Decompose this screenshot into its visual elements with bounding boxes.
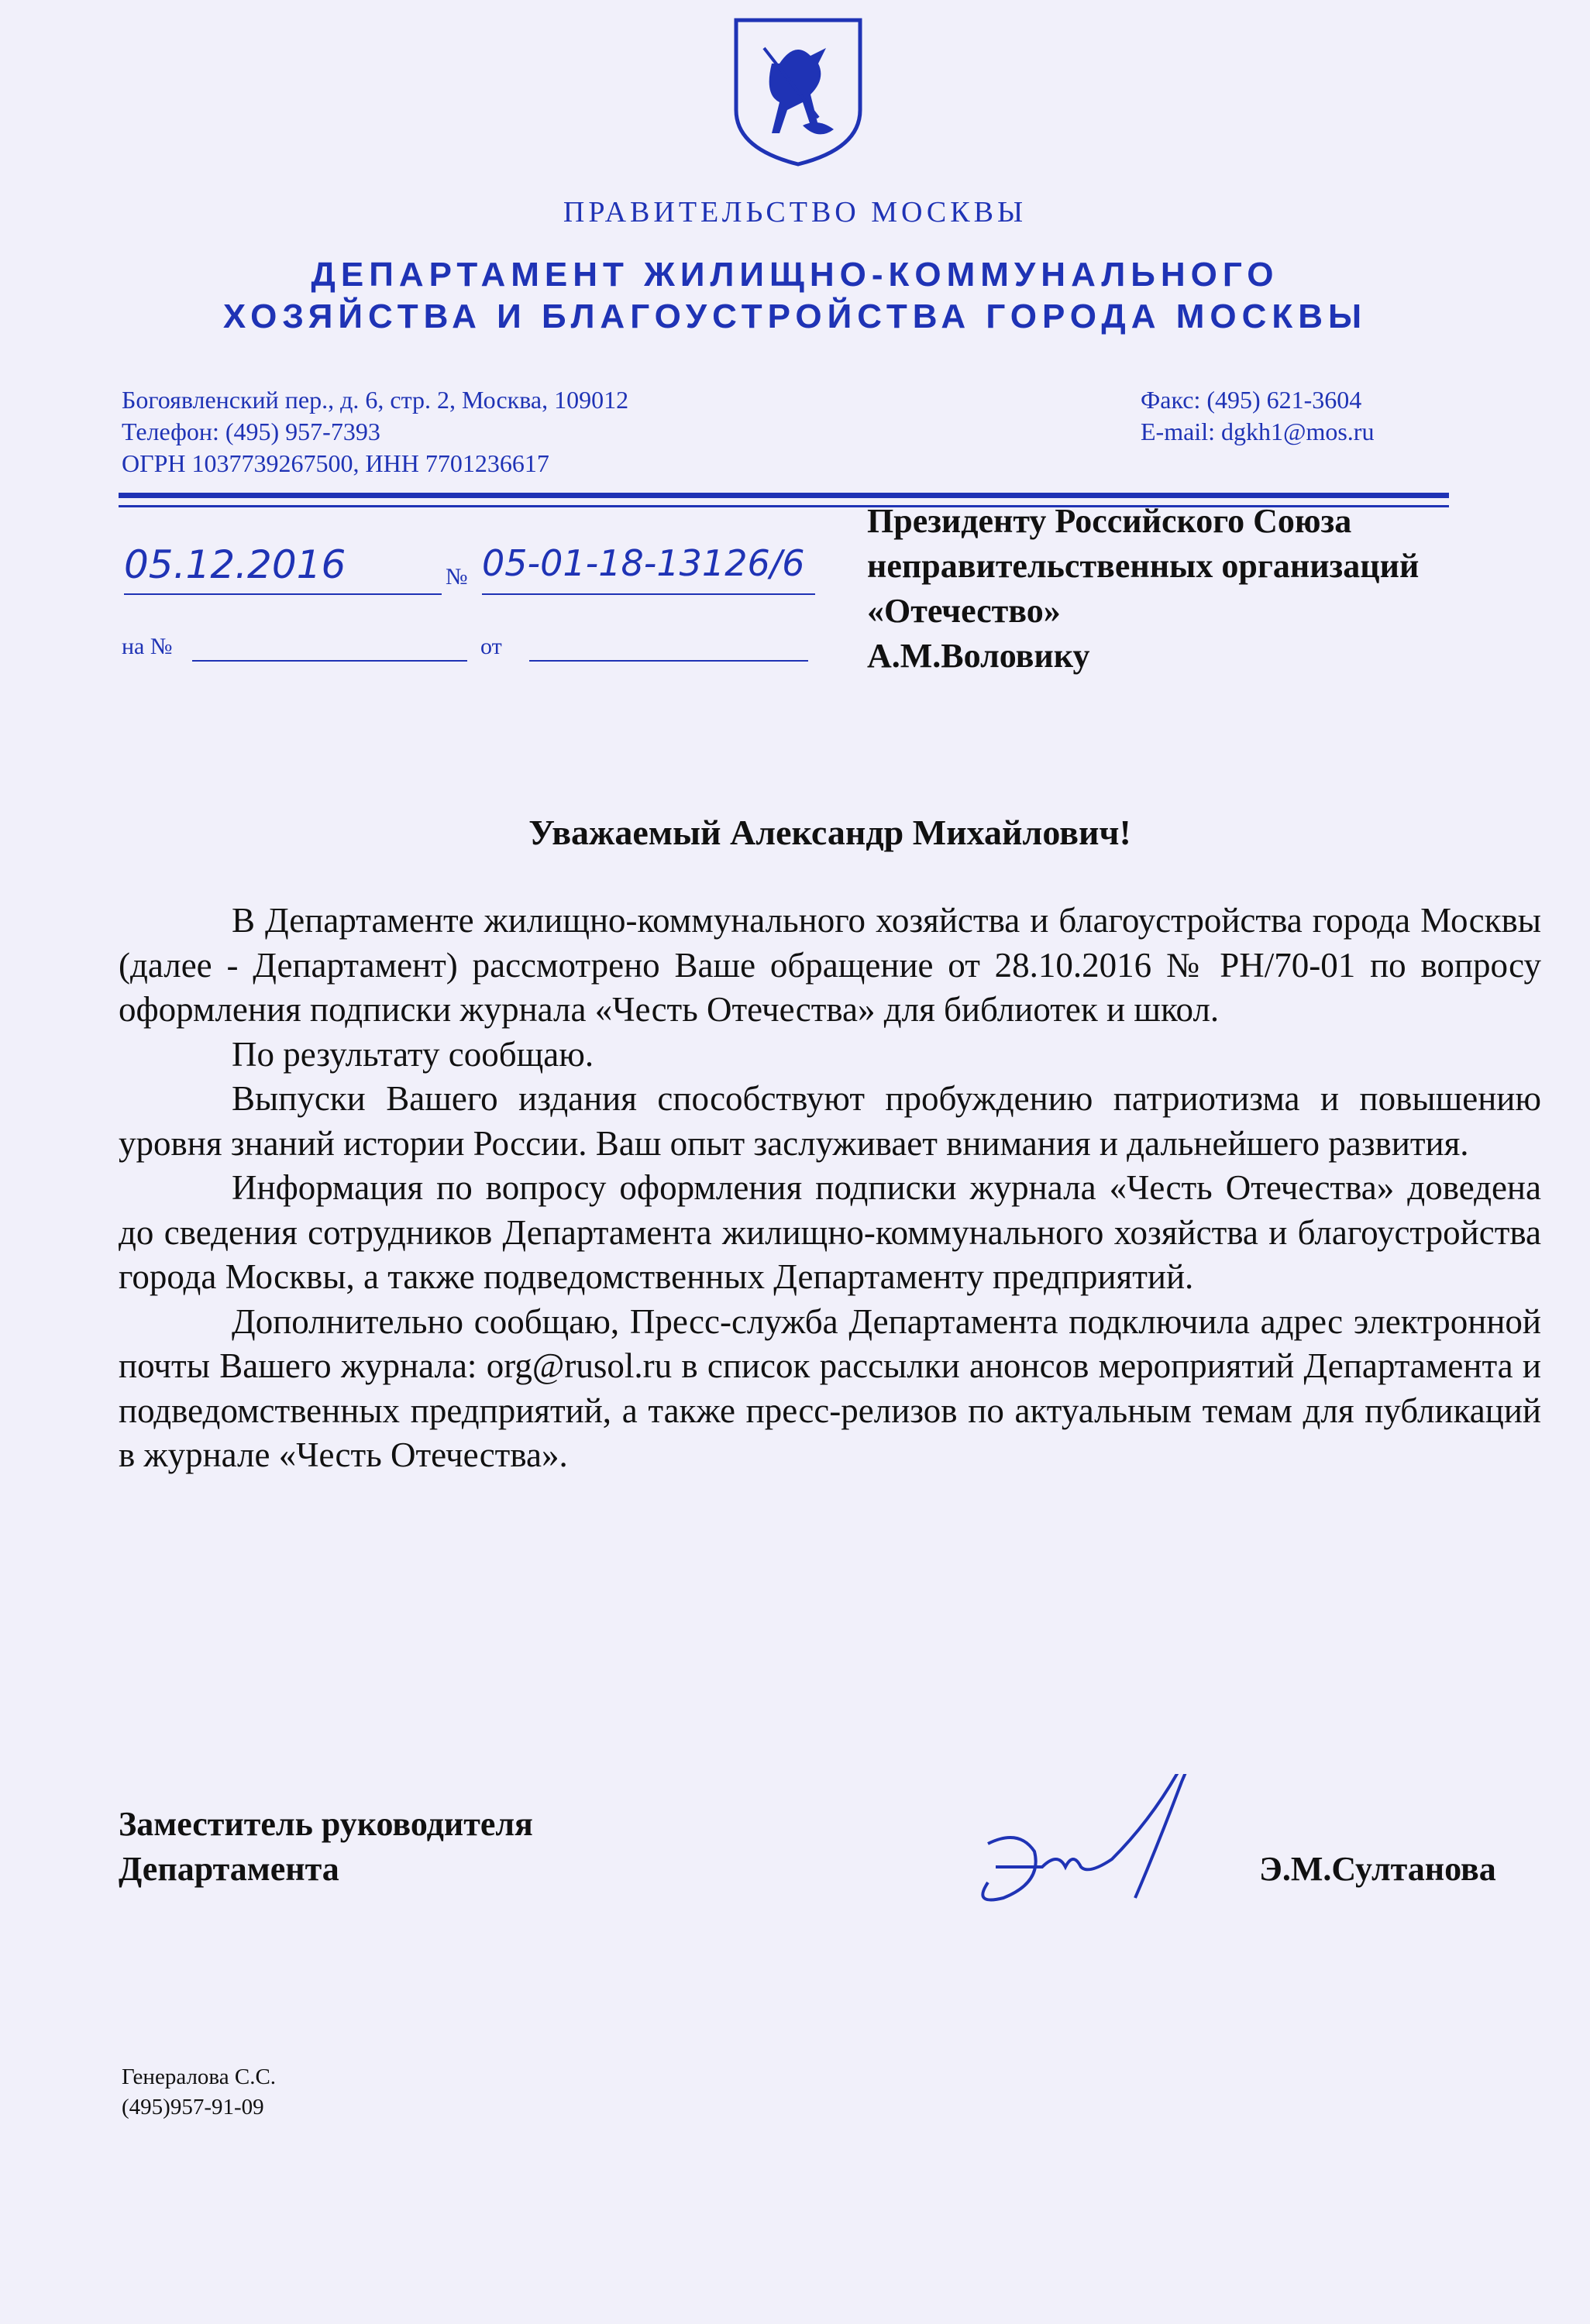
- recipient-block: [867, 499, 1419, 679]
- position-line: Заместитель руководителя: [119, 1805, 533, 1843]
- date-field: [124, 542, 442, 595]
- recipient-line: А.М.Воловику: [867, 637, 1090, 675]
- paragraph: Информация по вопросу оформления подписки журнала «Честь Отечества» доведена до сведения сотрудников Департамента жилищно-коммунального хозяйства и благоустройства города Москвы, а также подведомственных Департаменту предприятий.: [119, 1168, 1541, 1296]
- paragraph: Выпуски Вашего издания способствуют пробуждению патриотизма и повышению уровня знаний истории России. Ваш опыт заслуживает внимания и дальнейшего развития.: [119, 1079, 1541, 1163]
- recipient-line: Президенту Российского Союза: [867, 502, 1352, 540]
- recipient-line: неправительственных организаций: [867, 547, 1420, 585]
- department-title-line1: ДЕПАРТАМЕНТ ЖИЛИЩНО-КОММУНАЛЬНОГО: [311, 256, 1279, 294]
- from-label: от: [480, 634, 502, 659]
- ogrn-inn: ОГРН 1037739267500, ИНН 7701236617: [122, 449, 549, 477]
- contact-block-left: [122, 384, 628, 480]
- fax: Факс: (495) 621-3604: [1141, 386, 1362, 414]
- address: Богоявленский пер., д. 6, стр. 2, Москва, 109012: [122, 386, 629, 414]
- number-field: [482, 542, 815, 595]
- from-field: [529, 634, 808, 662]
- reply-to-field: [192, 634, 467, 662]
- registration-date: 05.12.2016: [124, 542, 346, 587]
- signatory-position: [119, 1802, 533, 1892]
- paragraph: Дополнительно сообщаю, Пресс-служба Департамента подключила адрес электронной почты Вашего журнала: org@rusol.ru в список рассылки анонсов мероприятий Департамента и подведомственных предприятий, а также пресс-релизов по актуальным темам для публикаций в журнале «Честь Отечества».: [119, 1301, 1541, 1474]
- paragraph: В Департаменте жилищно-коммунального хозяйства и благоустройства города Москвы (далее - Департамент) рассмотрено Ваше обращение от 28.10.2016 № РН/70-01 по вопросу оформления подписки журнала «Честь Отечества» для библиотек и школ.: [119, 901, 1541, 1029]
- number-label: №: [446, 564, 468, 590]
- signatory-name: Э.М.Султанова: [1259, 1850, 1496, 1888]
- moscow-coat-of-arms-icon: [733, 17, 863, 167]
- executor-phone: (495)957-91-09: [122, 2095, 264, 2119]
- greeting: Уважаемый Александр Михайлович!: [528, 813, 1131, 852]
- executor-name: Генералова С.С.: [122, 2064, 277, 2089]
- paragraph: По результату сообщаю.: [232, 1034, 594, 1074]
- letter-body: [119, 899, 1541, 1478]
- phone: Телефон: (495) 957-7393: [122, 418, 380, 445]
- executor-block: [122, 2062, 276, 2123]
- email: E-mail: dgkh1@mos.ru: [1141, 418, 1375, 445]
- department-title-line2: ХОЗЯЙСТВА И БЛАГОУСТРОЙСТВА ГОРОДА МОСКВЫ: [222, 297, 1368, 335]
- contact-block-right: [1141, 384, 1374, 448]
- government-title: ПРАВИТЕЛЬСТВО МОСКВЫ: [563, 196, 1027, 229]
- registration-number: 05-01-18-13126/6: [482, 542, 805, 584]
- header-rule-thick: [119, 493, 1449, 498]
- position-line: Департамента: [119, 1850, 339, 1888]
- recipient-line: «Отечество»: [867, 592, 1061, 630]
- reply-to-label: на №: [122, 634, 173, 659]
- handwritten-signature-icon: [965, 1774, 1236, 1921]
